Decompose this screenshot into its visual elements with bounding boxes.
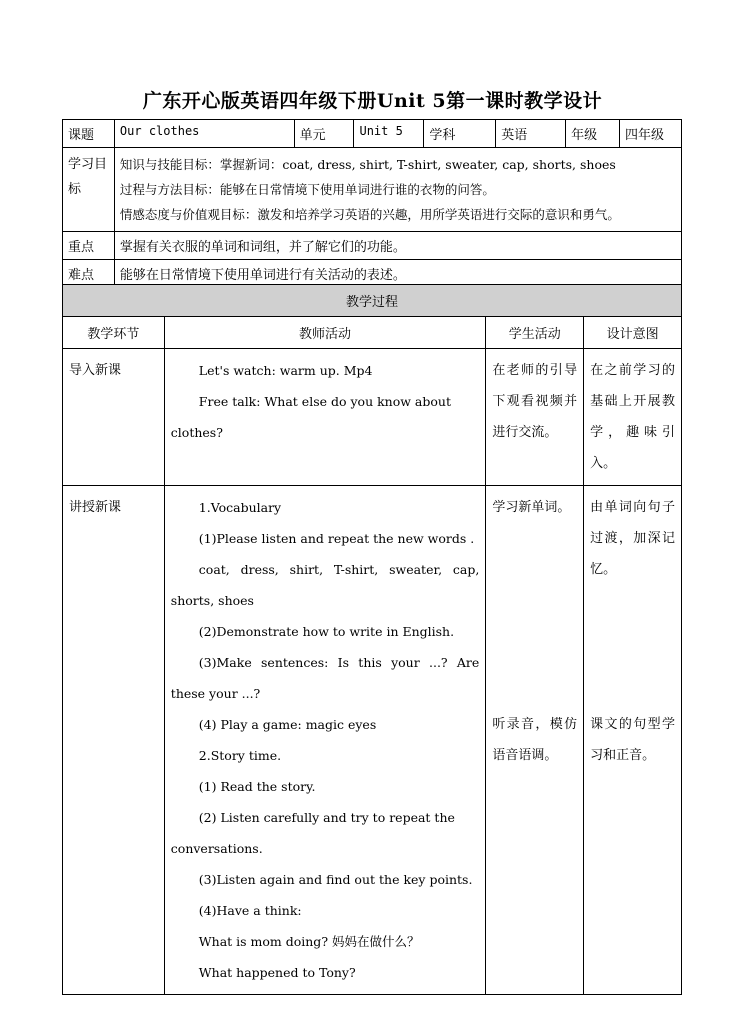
student-activity-new-lesson [486,486,584,995]
objectives-label: 学习目标 [63,148,115,232]
column-header-student: 学生活动 [486,317,584,349]
stage-intro: 导入新课 [63,349,165,486]
teacher-line: (3)Make sentences: Is this your ...? Are these your ...? [170,655,480,701]
topic-label: 课题 [63,120,115,148]
teacher-line: coat, dress, shirt, T-shirt, sweater, cap, shorts, shoes [170,562,480,608]
design-intent-intro: 在之前学习的基础上开展教学，趣味引入。 [584,349,682,486]
student-activity-vocab: 学习新单词。 [492,500,571,515]
objectives-content [114,148,681,232]
document-title: 广东开心版英语四年级下册Unit 5第一课时教学设计 [142,90,603,112]
teaching-process-table [62,284,682,995]
teacher-activity-intro [164,349,486,486]
teacher-line: (4) Play a game: magic eyes [198,717,377,732]
objective-knowledge: 知识与技能目标：掌握新词：coat, dress, shirt, T-shirt, sweater, cap, shorts, shoes [119,157,616,172]
student-activity-story: 听录音，模仿语音语调。 [492,717,578,763]
grade-value: 四年级 [620,120,682,148]
teacher-line: Free talk: What else do you know about clothes? [170,394,451,440]
teacher-line: (3)Listen again and find out the key points. [198,872,473,887]
unit-value: Unit 5 [354,120,424,148]
teacher-line: (1)Please listen and repeat the new words . [198,531,475,546]
column-header-intent: 设计意图 [584,317,682,349]
subject-value: 英语 [496,120,566,148]
teacher-line: (2)Demonstrate how to write in English. [198,624,455,639]
objective-process: 过程与方法目标：能够在日常情境下使用单词进行谁的衣物的问答。 [119,182,495,197]
stage-new-lesson: 讲授新课 [63,486,165,995]
teacher-line: 2.Story time. [198,748,282,763]
teacher-line: 1.Vocabulary [198,500,282,515]
teacher-line: (2) Listen carefully and try to repeat the conversations. [170,810,455,856]
column-header-teacher: 教师活动 [164,317,486,349]
teacher-line: (1) Read the story. [198,779,316,794]
design-intent-story: 课文的句型学习和正音。 [590,717,675,763]
key-point-value: 掌握有关衣服的单词和词组，并了解它们的功能。 [114,232,681,260]
unit-label: 单元 [294,120,354,148]
objective-emotion: 情感态度与价值观目标：激发和培养学习英语的兴趣，用所学英语进行交际的意识和勇气。 [119,207,620,222]
teacher-activity-new-lesson [164,486,486,995]
teacher-line: What happened to Tony? [198,965,356,980]
grade-label: 年级 [566,120,620,148]
difficulty-value: 能够在日常情境下使用单词进行有关活动的表述。 [114,260,681,288]
teacher-line: What is mom doing? 妈妈在做什么？ [198,934,420,949]
teacher-line: Let's watch: warm up. Mp4 [198,363,373,378]
design-intent-new-lesson [584,486,682,995]
topic-value: Our clothes [114,120,294,148]
subject-label: 学科 [424,120,496,148]
difficulty-label: 难点 [63,260,115,288]
teacher-line: (4)Have a think: [198,903,302,918]
lesson-info-table [62,119,682,288]
design-intent-vocab: 由单词向句子过渡，加深记忆。 [590,500,675,577]
process-heading: 教学过程 [63,285,682,317]
key-point-label: 重点 [63,232,115,260]
column-header-stage: 教学环节 [63,317,165,349]
student-activity-intro: 在老师的引导下观看视频并进行交流。 [486,349,584,486]
